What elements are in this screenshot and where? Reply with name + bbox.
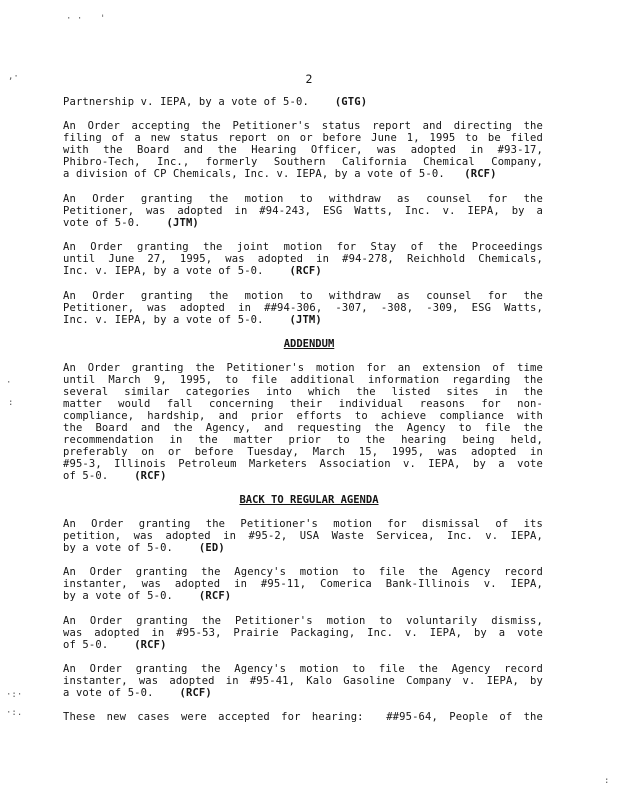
paragraph-line: Inc. v. IEPA, by a vote of 5-0. (JTM) <box>63 314 322 326</box>
initials-tag: (RCF) <box>198 590 232 602</box>
initials-tag: (RCF) <box>464 168 497 180</box>
paragraph-line: Phibro-Tech, Inc., formerly Southern California Chemical Company, <box>63 156 543 168</box>
back-to-regular-agenda-heading: BACK TO REGULAR AGENDA <box>239 494 379 506</box>
paragraph-line: instanter, was adopted in #95-41, Kalo Gasoline Company v. IEPA, by <box>63 675 543 687</box>
scan-mark: · · <box>66 14 83 24</box>
paragraph-line: of 5-0. (RCF) <box>63 639 167 651</box>
initials-tag: (ED) <box>198 542 225 554</box>
paragraph-line: with the Board and the Hearing Officer, was adopted in #93-17, <box>63 144 543 156</box>
paragraph-line: An Order granting the Petitioner's motion for dismissal of its <box>63 518 543 530</box>
paragraph-line: the Board and the Agency, and requesting the Agency to file the <box>63 422 543 434</box>
scan-mark: · <box>6 378 12 388</box>
initials-tag: (RCF) <box>134 639 167 651</box>
paragraph-line: vote of 5-0. (JTM) <box>63 217 199 229</box>
paragraph-line: until June 27, 1995, was adopted in #94-278, Reichhold Chemicals, <box>63 253 543 265</box>
addendum-heading: ADDENDUM <box>283 338 335 350</box>
scan-mark: ·:. <box>6 708 23 718</box>
initials-tag: (JTM) <box>166 217 199 229</box>
paragraph-line: was adopted in #95-53, Prairie Packaging, Inc. v. IEPA, by a vote <box>63 627 543 639</box>
paragraph-line: petition, was adopted in #95-2, USA Waste Servicea, Inc. v. IEPA, <box>63 530 543 542</box>
initials-tag: (JTM) <box>289 314 322 326</box>
paragraph-line: An Order accepting the Petitioner's status report and directing the <box>63 120 543 132</box>
paragraph-line: An Order granting the Petitioner's motion to voluntarily dismiss, <box>63 615 543 627</box>
paragraph-line: until March 9, 1995, to file additional information regarding the <box>63 374 543 386</box>
page-number: 2 <box>305 72 313 86</box>
initials-tag: (RCF) <box>289 265 322 277</box>
paragraph-line: Partnership v. IEPA, by a vote of 5-0. (GTG) <box>63 96 368 108</box>
paragraph-line: compliance, hardship, and prior efforts to achieve compliance with <box>63 410 543 422</box>
initials-tag: (GTG) <box>334 96 368 108</box>
paragraph-line: matter would fall concerning their individual reasons for non- <box>63 398 543 410</box>
paragraph-line: preferably on or before Tuesday, March 15, 1995, was adopted in <box>63 446 543 458</box>
paragraph-line: a vote of 5-0. (RCF) <box>63 687 212 699</box>
paragraph-line: recommendation in the matter prior to the hearing being held, <box>63 434 543 446</box>
paragraph-line: of 5-0. (RCF) <box>63 470 167 482</box>
paragraph-line: by a vote of 5-0. (ED) <box>63 542 225 554</box>
scan-mark: : <box>604 776 610 786</box>
paragraph-line: by a vote of 5-0. (RCF) <box>63 590 232 602</box>
scan-mark: : <box>8 398 14 408</box>
scan-mark: ,· <box>8 72 19 82</box>
initials-tag: (RCF) <box>134 470 167 482</box>
paragraph-line: An Order granting the motion to withdraw as counsel for the <box>63 290 543 302</box>
paragraph-line: These new cases were accepted for hearing: ##95-64, People of the <box>63 711 543 723</box>
scan-mark: ' <box>100 14 106 24</box>
paragraph-line: several similar categories into which the listed sites in the <box>63 386 543 398</box>
paragraph-line: Inc. v. IEPA, by a vote of 5-0. (RCF) <box>63 265 322 277</box>
paragraph-line: filing of a new status report on or before June 1, 1995 to be filed <box>63 132 543 144</box>
initials-tag: (RCF) <box>179 687 212 699</box>
paragraph-line: Petitioner, was adopted in ##94-306, -307, -308, -309, ESG Watts, <box>63 302 543 314</box>
paragraph-line: #95-3, Illinois Petroleum Marketers Association v. IEPA, by a vote <box>63 458 543 470</box>
paragraph-line: a division of CP Chemicals, Inc. v. IEPA, by a vote of 5-0. (RCF) <box>63 168 497 180</box>
paragraph-line: An Order granting the motion to withdraw as counsel for the <box>63 193 543 205</box>
paragraph-line: An Order granting the Agency's motion to file the Agency record <box>63 566 543 578</box>
scan-mark: ·:· <box>6 690 23 700</box>
paragraph-line: An Order granting the Agency's motion to file the Agency record <box>63 663 543 675</box>
paragraph-line: Petitioner, was adopted in #94-243, ESG Watts, Inc. v. IEPA, by a <box>63 205 543 217</box>
paragraph-line: instanter, was adopted in #95-11, Comerica Bank-Illinois v. IEPA, <box>63 578 543 590</box>
paragraph-line: An Order granting the Petitioner's motion for an extension of time <box>63 362 543 374</box>
paragraph-line: An Order granting the joint motion for Stay of the Proceedings <box>63 241 543 253</box>
